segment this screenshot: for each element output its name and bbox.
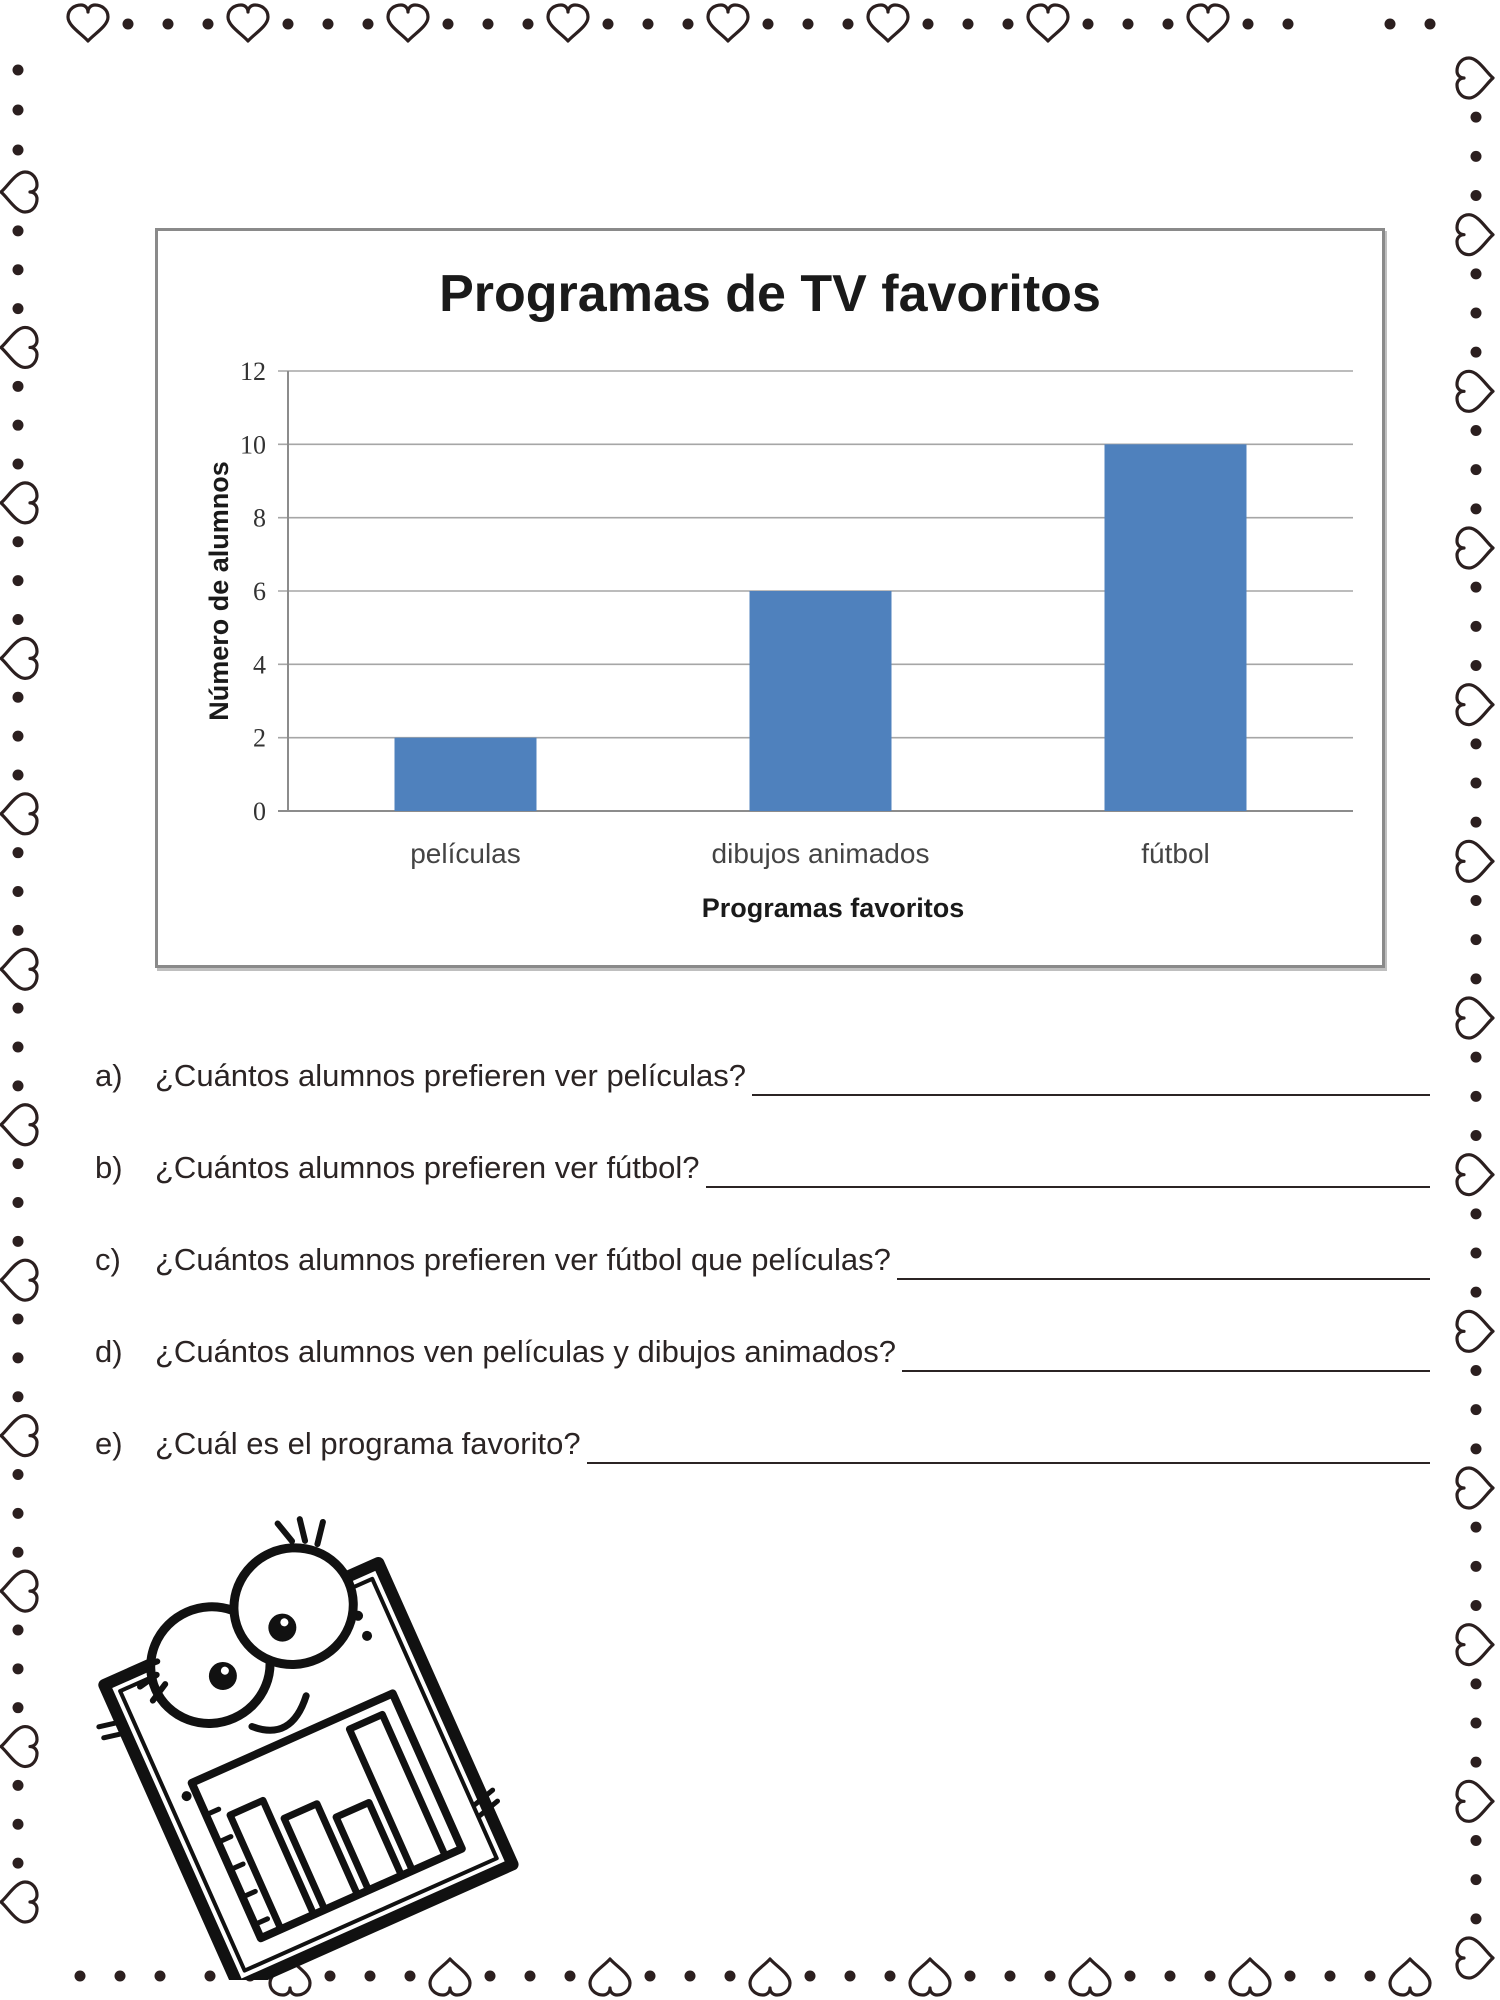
dot-icon	[13, 1352, 24, 1363]
dot-icon	[13, 575, 24, 586]
dot-icon	[725, 1971, 736, 1982]
dot-icon	[13, 1780, 24, 1791]
heart-icon	[1457, 371, 1493, 411]
question-text: ¿Cuál es el programa favorito?	[155, 1426, 581, 1461]
heart-icon	[1457, 841, 1493, 881]
dot-icon	[13, 769, 24, 780]
heart-icon	[1390, 1959, 1430, 1995]
dot-icon	[965, 1971, 976, 1982]
dot-icon	[13, 1858, 24, 1869]
y-tick-label: 2	[253, 723, 266, 753]
dot-icon	[1285, 1971, 1296, 1982]
dot-icon	[13, 1080, 24, 1091]
dot-icon	[1005, 1971, 1016, 1982]
dot-icon	[1365, 1971, 1376, 1982]
dot-icon	[1325, 1971, 1336, 1982]
x-axis-title: Programas favoritos	[701, 893, 965, 923]
dot-icon	[763, 19, 774, 30]
x-category-label: fútbol	[1141, 838, 1210, 869]
dot-icon	[443, 19, 454, 30]
dot-icon	[1471, 1678, 1482, 1689]
dot-icon	[323, 19, 334, 30]
dot-icon	[13, 1391, 24, 1402]
y-axis-title: Número de alumnos	[204, 461, 234, 721]
dot-icon	[1471, 1600, 1482, 1611]
question-letter: b)	[95, 1150, 123, 1185]
dot-icon	[1471, 1443, 1482, 1454]
heart-icon	[1028, 5, 1068, 41]
dot-icon	[1471, 1208, 1482, 1219]
dot-icon	[13, 225, 24, 236]
dot-icon	[13, 692, 24, 703]
bar-1	[750, 591, 892, 811]
dot-icon	[803, 19, 814, 30]
dot-icon	[1283, 19, 1294, 30]
dot-icon	[1003, 19, 1014, 30]
question-row	[95, 1150, 1430, 1242]
answer-line[interactable]	[587, 1426, 1430, 1464]
heart-icon	[1457, 1468, 1493, 1508]
heart-icon	[910, 1959, 950, 1995]
dot-icon	[1163, 19, 1174, 30]
dot-icon	[1045, 1971, 1056, 1982]
dot-icon	[163, 19, 174, 30]
heart-icon	[1, 327, 37, 367]
dot-icon	[1471, 660, 1482, 671]
dot-icon	[1471, 895, 1482, 906]
heart-icon	[1, 1416, 37, 1456]
answer-line[interactable]	[897, 1242, 1430, 1280]
dot-icon	[13, 1663, 24, 1674]
y-tick-label: 4	[253, 650, 266, 680]
heart-icon	[1, 638, 37, 678]
y-tick-label: 12	[240, 357, 266, 386]
dot-icon	[1471, 1835, 1482, 1846]
dot-icon	[13, 614, 24, 625]
chart-title: Programas de TV favoritos	[439, 265, 1101, 323]
dot-icon	[645, 1971, 656, 1982]
dot-icon	[13, 1547, 24, 1558]
dot-icon	[13, 1003, 24, 1014]
dot-icon	[1471, 973, 1482, 984]
dot-icon	[1471, 1913, 1482, 1924]
dot-icon	[483, 19, 494, 30]
dot-icon	[1165, 1971, 1176, 1982]
answer-line[interactable]	[706, 1150, 1430, 1188]
heart-icon	[1, 949, 37, 989]
dot-icon	[13, 886, 24, 897]
heart-icon	[68, 5, 108, 41]
question-text: ¿Cuántos alumnos prefieren ver películas?	[155, 1058, 747, 1093]
question-row	[95, 1058, 1430, 1150]
question-text: ¿Cuántos alumnos prefieren ver fútbol que películas?	[155, 1242, 891, 1277]
dot-icon	[13, 1508, 24, 1519]
dot-icon	[1243, 19, 1254, 30]
dot-icon	[963, 19, 974, 30]
heart-icon	[1, 172, 37, 212]
dot-icon	[523, 19, 534, 30]
question-text: ¿Cuántos alumnos ven películas y dibujos animados?	[155, 1334, 896, 1369]
dot-icon	[13, 1158, 24, 1169]
dot-icon	[13, 459, 24, 470]
dot-icon	[13, 1236, 24, 1247]
question-row	[95, 1334, 1430, 1426]
dot-icon	[843, 19, 854, 30]
bar-0	[395, 738, 537, 811]
y-tick-label: 8	[253, 503, 266, 533]
dot-icon	[13, 264, 24, 275]
dot-icon	[1471, 425, 1482, 436]
heart-icon	[1457, 58, 1493, 98]
dot-icon	[13, 381, 24, 392]
dot-icon	[923, 19, 934, 30]
dot-icon	[1425, 19, 1436, 30]
question-letter: e)	[95, 1426, 123, 1461]
heart-icon	[750, 1959, 790, 1995]
dot-icon	[1471, 1404, 1482, 1415]
dot-icon	[525, 1971, 536, 1982]
x-category-label: películas	[410, 838, 521, 869]
dot-icon	[845, 1971, 856, 1982]
dot-icon	[1083, 19, 1094, 30]
dot-icon	[13, 420, 24, 431]
dot-icon	[1123, 19, 1134, 30]
dot-icon	[1471, 503, 1482, 514]
heart-icon	[1188, 5, 1228, 41]
dot-icon	[1385, 19, 1396, 30]
dot-icon	[13, 1469, 24, 1480]
dot-icon	[1471, 151, 1482, 162]
question-text: ¿Cuántos alumnos prefieren ver fútbol?	[155, 1150, 700, 1185]
dot-icon	[1471, 621, 1482, 632]
dot-icon	[1471, 738, 1482, 749]
heart-icon	[708, 5, 748, 41]
dot-icon	[13, 1624, 24, 1635]
dot-icon	[13, 105, 24, 116]
dot-icon	[13, 925, 24, 936]
heart-icon	[1, 1882, 37, 1922]
dot-icon	[1471, 1718, 1482, 1729]
y-tick-label: 0	[253, 797, 266, 826]
dot-icon	[283, 19, 294, 30]
dot-icon	[1471, 1365, 1482, 1376]
x-category-label: dibujos animados	[711, 838, 930, 869]
y-tick-label: 6	[253, 577, 266, 606]
heart-icon	[868, 5, 908, 41]
heart-icon	[1457, 1625, 1493, 1665]
dot-icon	[1471, 934, 1482, 945]
dot-icon	[13, 145, 24, 156]
dot-icon	[1471, 778, 1482, 789]
dot-icon	[203, 19, 214, 30]
question-list	[95, 1058, 1430, 1518]
dot-icon	[1471, 308, 1482, 319]
dot-icon	[1471, 190, 1482, 201]
answer-line[interactable]	[752, 1058, 1430, 1096]
dot-icon	[1471, 1091, 1482, 1102]
dot-icon	[1471, 1522, 1482, 1533]
dot-icon	[13, 1702, 24, 1713]
question-row	[95, 1242, 1430, 1334]
dot-icon	[1471, 1248, 1482, 1259]
dot-icon	[1471, 268, 1482, 279]
dot-icon	[13, 847, 24, 858]
heart-icon	[1, 1727, 37, 1767]
dot-icon	[13, 65, 24, 76]
dot-icon	[1471, 112, 1482, 123]
dot-icon	[1471, 582, 1482, 593]
heart-icon	[1457, 685, 1493, 725]
dot-icon	[1205, 1971, 1216, 1982]
dot-icon	[13, 1197, 24, 1208]
heart-icon	[1070, 1959, 1110, 1995]
dot-icon	[1471, 464, 1482, 475]
dot-icon	[885, 1971, 896, 1982]
dot-icon	[13, 1314, 24, 1325]
heart-icon	[1, 1571, 37, 1611]
dot-icon	[565, 1971, 576, 1982]
y-tick-label: 10	[240, 430, 266, 460]
question-letter: d)	[95, 1334, 123, 1369]
heart-icon	[228, 5, 268, 41]
heart-icon	[1230, 1959, 1270, 1995]
heart-icon	[1, 794, 37, 834]
dot-icon	[683, 19, 694, 30]
dot-icon	[1471, 347, 1482, 358]
heart-icon	[1457, 215, 1493, 255]
dot-icon	[805, 1971, 816, 1982]
heart-icon	[590, 1959, 630, 1995]
heart-icon	[388, 5, 428, 41]
dot-icon	[1471, 1052, 1482, 1063]
answer-line[interactable]	[902, 1334, 1430, 1372]
heart-icon	[1457, 528, 1493, 568]
dot-icon	[1471, 817, 1482, 828]
dot-icon	[1471, 1561, 1482, 1572]
dot-icon	[13, 731, 24, 742]
heart-icon	[1457, 1781, 1493, 1821]
dot-icon	[685, 1971, 696, 1982]
dot-icon	[13, 536, 24, 547]
question-letter: c)	[95, 1242, 121, 1277]
heart-icon	[1, 1260, 37, 1300]
bar-2	[1105, 444, 1247, 811]
heart-icon	[1457, 1311, 1493, 1351]
dot-icon	[13, 1819, 24, 1830]
dot-icon	[1125, 1971, 1136, 1982]
heart-icon	[548, 5, 588, 41]
heart-icon	[1457, 1938, 1493, 1978]
heart-icon	[1457, 998, 1493, 1038]
dot-icon	[643, 19, 654, 30]
dot-icon	[1471, 1130, 1482, 1141]
dot-icon	[1471, 1757, 1482, 1768]
bar-chart-character-icon	[40, 1460, 520, 1980]
dot-icon	[13, 303, 24, 314]
dot-icon	[363, 19, 374, 30]
dot-icon	[603, 19, 614, 30]
dot-icon	[1471, 1874, 1482, 1885]
question-letter: a)	[95, 1058, 123, 1093]
dot-icon	[1471, 1287, 1482, 1298]
heart-icon	[1, 1105, 37, 1145]
heart-icon	[1457, 1155, 1493, 1195]
heart-icon	[1, 483, 37, 523]
dot-icon	[13, 1042, 24, 1053]
bar-chart	[155, 228, 1385, 968]
dot-icon	[123, 19, 134, 30]
